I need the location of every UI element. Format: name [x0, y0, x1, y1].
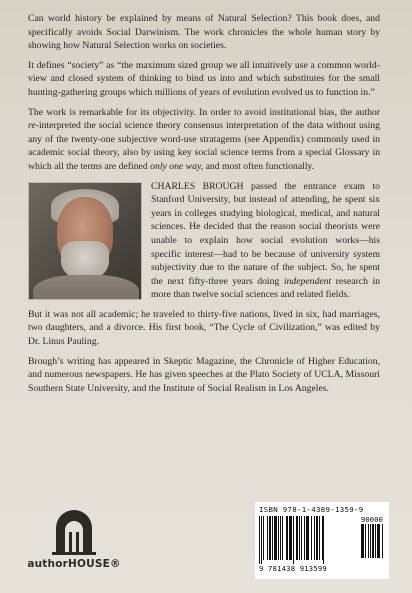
publisher-block [28, 508, 120, 570]
outro-paragraph-2: Brough’s writing has appeared in Skeptic Magazine, the Chronicle of Higher Education, and numerous newspapers. He has given speeches at the Plato Society of UCLA, Missouri Southern State University, and the Institute of Social Realism in Los Angeles. [28, 355, 380, 394]
intro-paragraph-3 [28, 106, 380, 174]
author-bio [28, 180, 380, 302]
p3-emphasis-re: re [28, 120, 36, 132]
bio-text-a: CHARLES BROUGH passed the entrance exam to Stanford University, but instead of attending, he spent six years in colleges studying biological, medical, and natural sciences. He decided that the reason social theorists were unable to explain how social evolution works—his specific interest—had to be because of university system subjectivity due to the nature of the subject. So, he spent the next fifty-three years doing [151, 180, 380, 287]
intro-paragraph-1: Can world history be explained by means of Natural Selection? This book does, and specifically avoids Social Darwinism. The work chronicles the whole human story by showing how Natural Selection works on societies. [28, 13, 380, 52]
bio-paragraph [151, 180, 380, 302]
barcode-number: 9 781438 913599 [259, 564, 327, 573]
bio-emphasis-independent: independent [283, 275, 332, 287]
p3-text-b: -interpreted the social science theory consensus interpretation of the data without using any of the twenty-one subjective word-use stratagems (see Appendix) commonly used in academic social theory, also by using key social science terms from a special Glossary in which all the terms are defined [28, 120, 380, 172]
p3-text-c: and most often functionally. [203, 160, 315, 172]
bio-text-b: research in more than twelve social sciences and related fields. [151, 275, 380, 301]
isbn-barcode [255, 502, 389, 579]
intro-paragraph-2: It defines “society” as “the maximum sized group we all intuitively use a common world-view and closed system of thinking to bind us into and which substitutes for the small hunting-gathering groups which millions of years of evolution evolved us to function in.” [28, 59, 380, 98]
outro-paragraph-1: But it was not all academic; he traveled to thirty-five nations, lived in six, had marriages, two daughters, and a divorce. His first book, “The Cycle of Civilization,” was edited by Dr. Linus Pauling. [28, 308, 380, 348]
author-photo [28, 182, 142, 300]
author-bio-text [151, 180, 380, 302]
p3-emphasis-only-one-way: only one way, [150, 160, 204, 172]
publisher-name: authorHOUSE® [27, 558, 121, 570]
barcode-addon [361, 524, 383, 558]
p3-text-a: The work is remarkable for its objectivity. In order to avoid institutional bias, the author [28, 106, 380, 118]
price-code: 90000 [360, 515, 383, 524]
arch-logo-icon [48, 508, 100, 556]
isbn-text: ISBN 978-1-4389-1359-9 [259, 505, 364, 514]
